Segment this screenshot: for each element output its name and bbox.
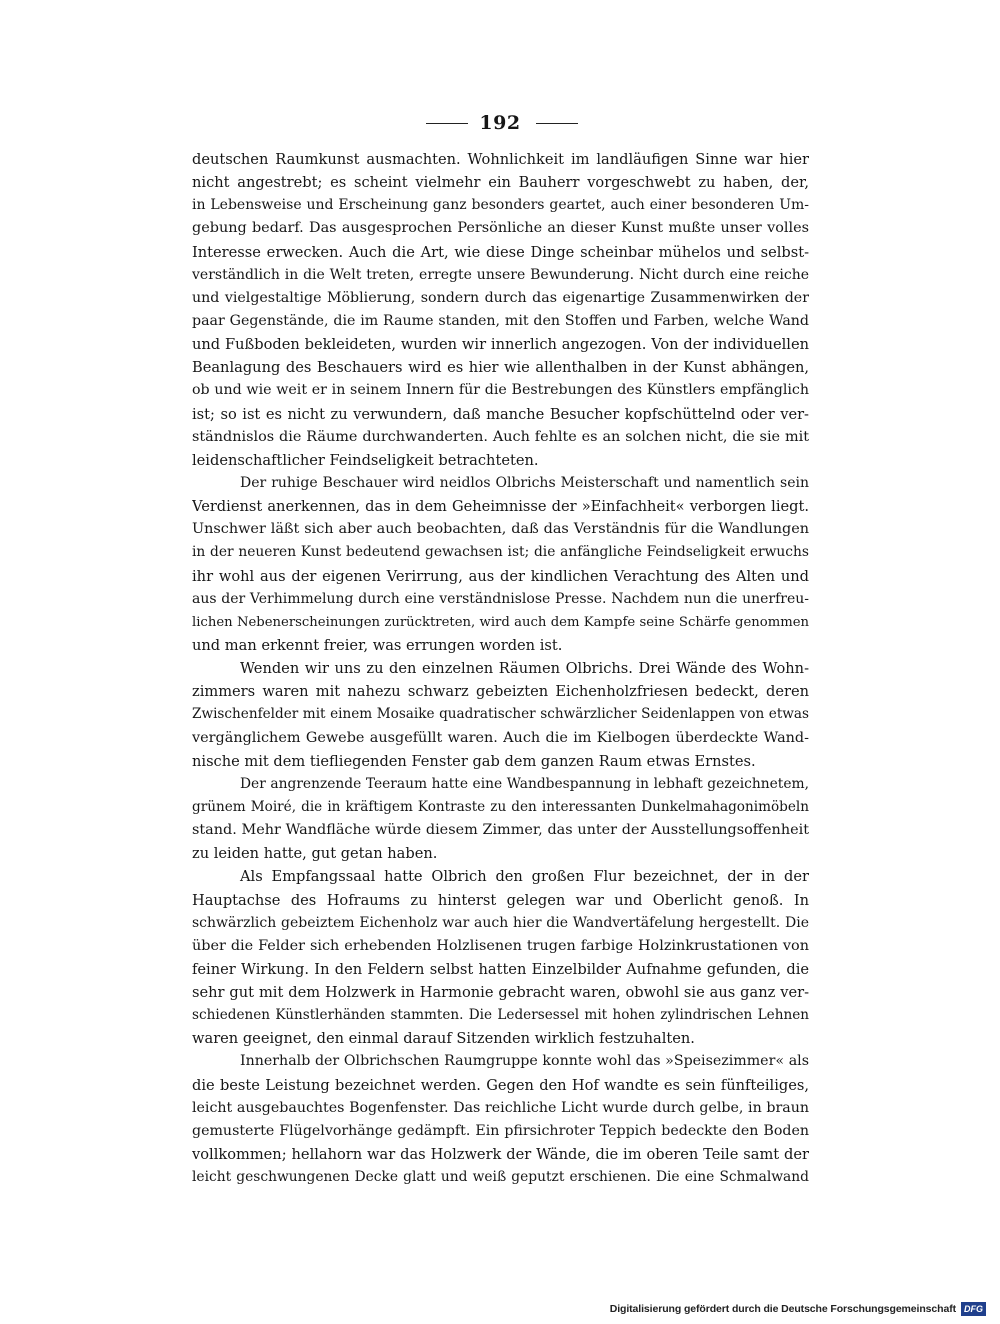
text-line: über die Felder sich erhebenden Holzlisenen trugen farbige Holzinkrustationen von (192, 937, 809, 954)
text-line: stand. Mehr Wandfläche würde diesem Zimmer, das unter der Ausstellungsoffenheit (192, 822, 809, 839)
text-line: gebung bedarf. Das ausgesprochen Persönliche an dieser Kunst mußte unser volles (192, 220, 809, 237)
text-line: und man erkennt freier, was errungen worden ist. (192, 636, 563, 654)
text-line: lichen Nebenerscheinungen zurücktreten, wird auch dem Kampfe seine Schärfe genommen (192, 614, 809, 630)
text-line: zimmers waren mit nahezu schwarz gebeizten Eichenholzfriesen bedeckt, deren (192, 683, 809, 701)
text-line: aus der Verhimmelung durch eine verständnislose Presse. Nachdem nun die unerfreu- (192, 590, 809, 607)
text-line: grünem Moiré, die in kräftigem Kontraste zu den interessanten Dunkelmahagonimöbeln (192, 798, 809, 815)
page-number: 192 (479, 112, 521, 134)
text-line: vollkommen; hellahorn war das Holzwerk der Wände, die im oberen Teile samt der (192, 1146, 809, 1164)
text-line: leicht ausgebauchtes Bogenfenster. Das reichliche Licht wurde durch gelbe, in braun (192, 1099, 809, 1116)
text-line: ist; so ist es nicht zu verwundern, daß manche Besucher kopfschüttelnd oder ver- (192, 405, 809, 423)
text-line: und vielgestaltige Möblierung, sondern durch das eigenartige Zusammenwirken der (192, 289, 809, 306)
text-line: paar Gegenstände, die im Raume standen, mit den Stoffen und Farben, welche Wand (192, 312, 809, 329)
text-line: gemusterte Flügelvorhänge gedämpft. Ein pfirsichroter Teppich bedeckte den Boden (192, 1122, 809, 1139)
footer (610, 1301, 986, 1317)
text-line: leicht geschwungenen Decke glatt und weiß geputzt erschienen. Die eine Schmalwand (192, 1169, 809, 1186)
text-line: Der angrenzende Teeraum hatte eine Wandbespannung in lebhaft gezeichnetem, (240, 775, 809, 792)
text-line: Hauptachse des Hofraums zu hinterst gelegen war und Oberlicht genoß. In (192, 891, 809, 909)
text-line: feiner Wirkung. In den Feldern selbst hatten Einzelbilder Aufnahme gefunden, die (192, 960, 809, 978)
dfg-logo: DFG (961, 1302, 986, 1316)
text-line: in Lebensweise und Erscheinung ganz besonders geartet, auch einer besonderen Um- (192, 197, 809, 214)
footer-credit: Digitalisierung gefördert durch die Deutsche Forschungsgemeinschaft (609, 1303, 956, 1315)
header-rule-right (536, 123, 578, 124)
header-rule-left (426, 123, 468, 124)
text-line: Wenden wir uns zu den einzelnen Räumen Olbrichs. Drei Wände des Wohn- (240, 660, 809, 678)
text-line: nische mit dem tiefliegenden Fenster gab dem ganzen Raum etwas Ernstes. (192, 752, 756, 770)
text-line: Unschwer läßt sich aber auch beobachten, daß das Verständnis für die Wandlungen (192, 521, 809, 538)
text-line: nicht angestrebt; es scheint vielmehr ein Bauherr vorgeschwebt zu haben, der, (192, 174, 809, 192)
text-line: schwärzlich gebeiztem Eichenholz war auch hier die Wandvertäfelung hergestellt. Die (192, 914, 809, 931)
text-line: Als Empfangssaal hatte Olbrich den großen Flur bezeichnet, der in der (240, 868, 809, 886)
text-line: in der neueren Kunst bedeutend gewachsen ist; die anfängliche Feindseligkeit erwuchs (192, 544, 809, 561)
text-line: ihr wohl aus der eigenen Verirrung, aus der kindlichen Verachtung des Alten und (192, 567, 809, 585)
text-line: vergänglichem Gewebe ausgefüllt waren. Auch die im Kielbogen überdeckte Wand- (192, 729, 809, 746)
text-line: Verdienst anerkennen, das in dem Geheimnisse der »Einfachheit« verborgen liegt. (192, 498, 809, 516)
text-line: ob und wie weit er in seinem Innern für die Bestrebungen des Künstlers empfänglich (192, 382, 809, 399)
text-line: Innerhalb der Olbrichschen Raumgruppe konnte wohl das »Speisezimmer« als (240, 1053, 809, 1070)
text-line: verständlich in die Welt treten, erregte unsere Bewunderung. Nicht durch eine reiche (192, 266, 809, 283)
body-text (192, 148, 809, 1189)
text-line: deutschen Raumkunst ausmachten. Wohnlichkeit im landläufigen Sinne war hier (192, 151, 809, 168)
text-line: Interesse erwecken. Auch die Art, wie diese Dinge scheinbar mühelos und selbst- (192, 243, 809, 261)
text-line: die beste Leistung bezeichnet werden. Gegen den Hof wandte es sein fünfteiliges, (192, 1076, 809, 1094)
text-line: ständnislos die Räume durchwanderten. Auch fehlte es an solchen nicht, die sie mit (192, 428, 809, 445)
page-header (0, 110, 1000, 136)
text-line: Beanlagung des Beschauers wird es hier wie allenthalben in der Kunst abhängen, (192, 359, 809, 377)
text-line: sehr gut mit dem Holzwerk in Harmonie gebracht waren, obwohl sie aus ganz ver- (192, 984, 809, 1002)
text-line: zu leiden hatte, gut getan haben. (192, 845, 438, 863)
text-line: leidenschaftlicher Feindseligkeit betrachteten. (192, 451, 539, 469)
text-line: Der ruhige Beschauer wird neidlos Olbrichs Meisterschaft und namentlich sein (240, 474, 809, 491)
text-line: schiedenen Künstlerhänden stammten. Die Ledersessel mit hohen zylindrischen Lehnen (192, 1007, 809, 1024)
text-line: Zwischenfelder mit einem Mosaike quadratischer schwärzlicher Seidenlappen von etwas (192, 706, 809, 723)
text-line: waren geeignet, den einmal darauf Sitzenden wirklich festzuhalten. (192, 1030, 695, 1048)
text-line: und Fußboden bekleideten, wurden wir innerlich angezogen. Von der individuellen (192, 336, 809, 354)
